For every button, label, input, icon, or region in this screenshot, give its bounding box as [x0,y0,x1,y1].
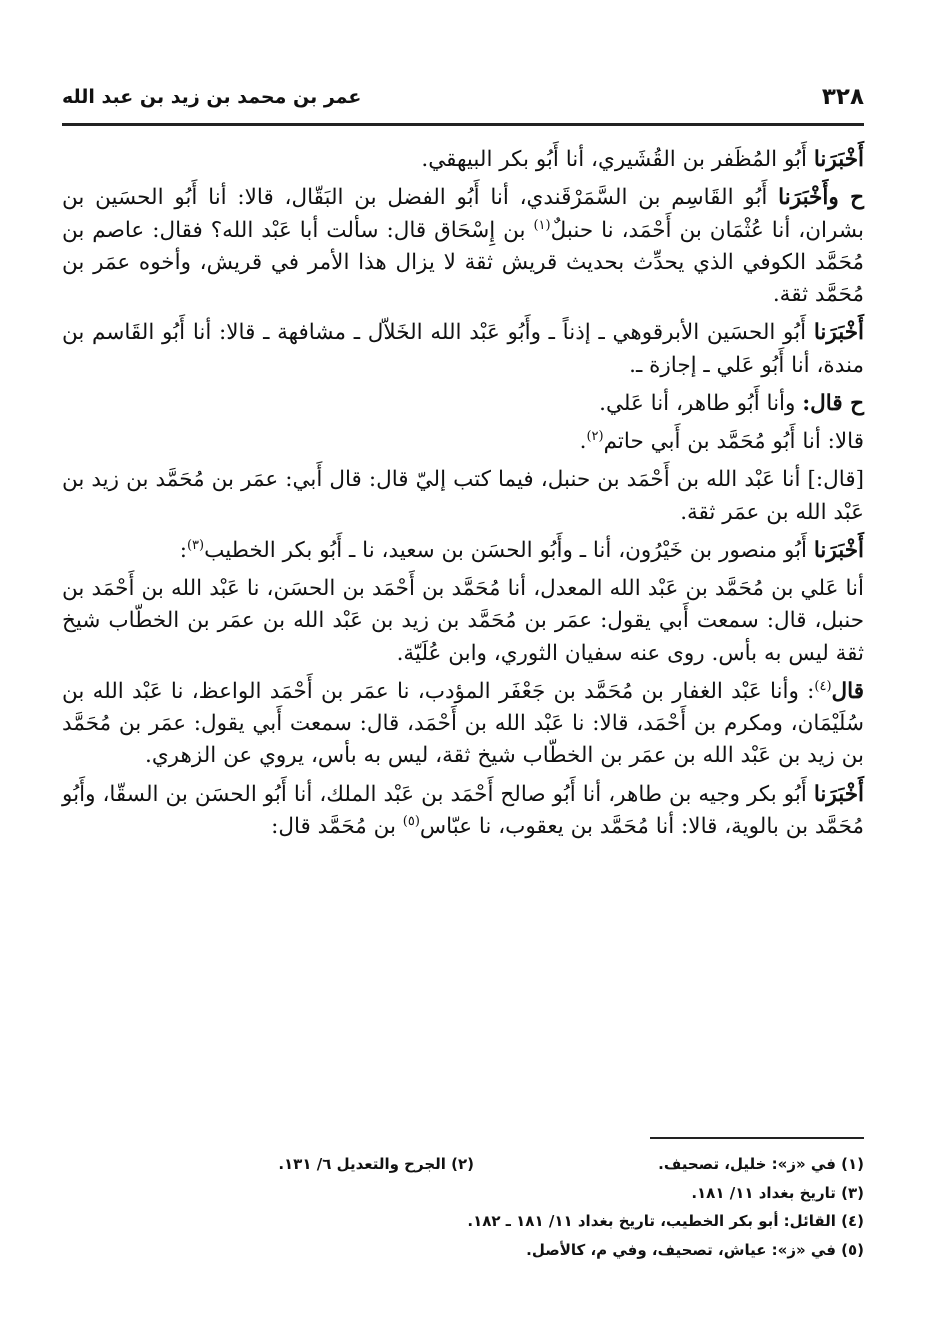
paragraph-text: أَبُو القَاسِم بن السَّمَرْقَندي، أنا أَبُو الفضل بن البَقّال، قالا: أنا أَبُو الحسَين بن بشران، أنا عُثْمَان بن أَحْمَد، نا حنبلٌ [62,185,864,243]
paragraph-1 [62,144,864,176]
paragraph-text-cont: بن مُحَمَّد قال: [271,813,403,839]
chain-keyword: قال [831,678,864,704]
chain-keyword: ح وأَخْبَرَنا [778,185,864,211]
paragraph-text-cont: . [579,429,587,454]
chain-keyword: ح قال: [802,390,864,416]
paragraph-7 [62,535,864,567]
footnote-4: (٤) القائل: أبو بكر الخطيب، تاريخ بغداد ١١/ ١٨١ ـ ١٨٢. [467,1212,864,1230]
paragraph-text-cont: بن إِسْحَاق قال: سألت أبا عَبْد الله؟ فقال: عاصم بن مُحَمَّد الكوفي الذي يحدِّث بحديث قريش ثقة لا يزال هذا الأمر في قريش، وأخوه عمَر بن مُحَمَّد ثقة. [62,217,864,307]
paragraph-6 [62,464,864,529]
page-header [62,80,864,122]
paragraph-2 [62,182,864,311]
footnote-2: (٢) الجرح والتعديل ٦/ ١٣١. [278,1155,474,1173]
footnote-row [62,1150,864,1179]
paragraph-4 [62,388,864,420]
paragraph-text: وأنا أَبُو طاهر، أنا عَلي. [599,390,803,416]
paragraph-3 [62,317,864,382]
chain-keyword: أَخْبَرَنا [813,781,864,807]
chain-keyword: أَخْبَرَنا [813,537,864,563]
footnote-1: (١) في «ز»: خليل، تصحيف. [658,1155,864,1173]
header-rule [62,123,864,126]
page-number: ٣٢٨ [821,84,864,110]
footnote-ref-1[interactable]: (١) [533,217,551,233]
paragraph-text: : وأنا عَبْد الغفار بن مُحَمَّد بن جَعْفَر المؤدب، نا عمَر بن أَحْمَد الواعظ، نا عَبْد الله بن سُلَيْمَان، ومكرم بن أَحْمَد، قالا: نا عَبْد الله بن أَحْمَد، قال: سمعت أَبي يقول: عمَر بن مُحَمَّد بن زيد بن عَبْد الله بن عمَر بن الخطّاب شيخ ثقة، ليس به بأس، يروي عن الزهري. [62,678,864,769]
footnote-5: (٥) في «ز»: عياش، تصحيف، وفي م، كالأصل. [526,1240,864,1259]
paragraph-text: أَبُو منصور بن خَيْرُون، أنا ـ وأَبُو الحسَن بن سعيد، نا ـ أَبُو بكر الخطيب [204,537,814,563]
footnote-3: (٣) تاريخ بغداد ١١/ ١٨١. [691,1183,864,1202]
paragraph-text: أَبُو بكر وجيه بن طاهر، أنا أَبُو صالح أَحْمَد بن عَبْد الملك، أنا أَبُو الحسَن بن السقّا، وأَبُو مُحَمَّد بن بالوية، قالا: أنا مُحَمَّد بن يعقوب، نا عبّاس [62,781,864,839]
footnotes [62,1150,864,1264]
paragraph-text-cont: : [179,537,187,563]
main-text [62,144,864,849]
paragraph-text: قالا: أنا أَبُو مُحَمَّد بن أَبي حاتم [603,429,864,454]
footnote-ref-4[interactable]: (٤) [814,678,832,694]
paragraph-10 [62,779,864,844]
chain-keyword: أَخْبَرَنا [813,147,864,172]
paragraph-8 [62,573,864,670]
footnote-ref-3[interactable]: (٣) [186,537,205,553]
paragraph-text: [قال:] أنا عَبْد الله بن أَحْمَد بن حنبل، فيما كتب إليّ قال: قال أَبي: عمَر بن مُحَمَّد بن زيد بن عَبْد الله بن عمَر ثقة. [62,467,864,525]
paragraph-9 [62,676,864,773]
footnote-rule [650,1137,864,1139]
paragraph-5 [62,426,864,458]
chain-keyword: أَخْبَرَنا [813,320,864,346]
footnote-ref-5[interactable]: (٥) [402,813,420,829]
paragraph-text: أَبُو المُظَفر بن القُشَيري، أنا أَبُو بكر البيهقي. [421,147,814,172]
paragraph-text: أَبُو الحسَين الأبرقوهي ـ إذناً ـ وأَبُو عَبْد الله الخَلاّل ـ مشافهة ـ قالا: أنا أَبُو القَاسم بن مندة، أنا أَبُو عَلي ـ إجازة ـ. [62,320,864,378]
paragraph-text: أنا عَلي بن مُحَمَّد بن عَبْد الله المعدل، أنا مُحَمَّد بن أَحْمَد بن الحسَن، نا عَبْد الله بن أَحْمَد بن حنبل، قال: سمعت أَبي يقول: عمَر بن مُحَمَّد بن زيد بن عَبْد الله بن عمَر بن الخطّاب شيخ ثقة ليس به بأس. روى عنه سفيان الثوري، وابن عُلَيّة. [62,576,864,666]
running-title: عمر بن محمد بن زيد بن عبد الله [62,86,362,108]
footnote-ref-2[interactable]: (٢) [586,428,604,444]
